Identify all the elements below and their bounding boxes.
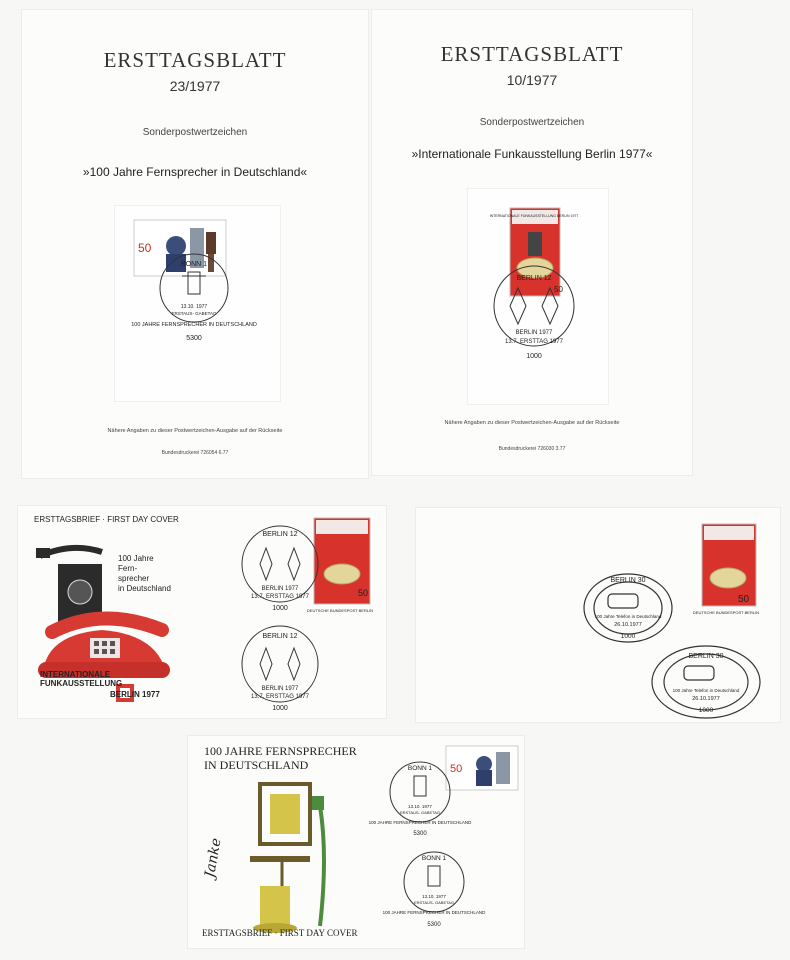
first-day-cover-funkausstellung [18,506,386,718]
sheet-printer: Bundesdruckerei 726030 3.77 [498,446,566,452]
postmark-date: 13.10. 1977 [408,804,432,809]
expo-line2: FUNKAUSSTELLUNG [40,679,123,688]
postmark-city: BERLIN 12 [262,633,298,640]
postmark-text: 100 Jahre Telefon in Deutschland [672,688,740,693]
stamp-value: 50 [738,594,750,605]
postmark-tag: ERSTAUS- GABETAG [413,900,455,905]
postmark-city: BERLIN 12 [516,275,552,282]
postmark-text: 100 Jahre Telefon in Deutschland [594,614,662,619]
first-day-cover-fernsprecher [188,736,524,948]
postmark-date: 13.10. 1977 [422,894,446,899]
sheet-subject: »100 Jahre Fernsprecher in Deutschland« [82,165,308,179]
cover-stamps [228,514,378,714]
postmark-tag: ERSTAUS- GABETAG [171,311,217,316]
stamp-footer: DEUTSCHE BUNDESPOST BERLIN [306,608,374,613]
wall-telephone [250,784,324,933]
postmark-city: BERLIN 30 [610,577,646,584]
postmark-berlin-30-1 [584,574,672,642]
sheet-subject: »Internationale Funkausstellung Berlin 1977« [411,147,653,161]
postmark-zip: 1000 [620,633,636,640]
stamp-funkausstellung [314,518,370,604]
sheet-footnote: Nähere Angaben zu dieser Postwertzeichen-Ausgabe auf der Rückseite [444,420,620,426]
postmark-date: 26.10.1977 [692,696,720,702]
postmark-date: 13.7. ERSTTAG 1977 [251,594,309,600]
postmark-city: BONN 1 [421,855,447,862]
expo-city: BERLIN 1977 [110,690,160,699]
postmark-tag: ERSTAUS- GABETAG [399,810,441,815]
stamp-footer: DEUTSCHE BUNDESPOST BERLIN [692,610,760,615]
postmark-zip: 5300 [186,335,202,342]
phone-caption: 100 Jahre Fern- sprecher in Deutschland [118,554,171,593]
postmark-text: 100 JAHRE FERNSPRECHER IN DEUTSCHLAND [131,322,257,328]
sheet-number: 23/1977 [169,78,221,94]
stamp-header: INTERNATIONALE FUNKAUSSTELLUNG BERLIN 1977 [489,214,579,218]
postmark-text: 100 JAHRE FERNSPRECHER IN DEUTSCHLAND [382,910,486,915]
postmark-line1: BERLIN 1977 [261,586,299,592]
postmark-zip: 1000 [272,605,288,612]
postmark-date: 13.7. ERSTTAG 1977 [251,694,309,700]
sheet-title: ERSTTAGSBLATT [103,48,287,72]
postmark-zip: 1000 [698,707,714,714]
sheet-kind: Sonderpostwertzeichen [142,127,248,138]
postmark-text: 100 JAHRE FERNSPRECHER IN DEUTSCHLAND [368,820,472,825]
postmark-zip: 5300 [413,831,427,837]
postmark-zip: 1000 [526,353,542,360]
stamp-and-postmark [132,218,262,348]
antique-telephone [36,548,102,622]
postmark-line1: BERLIN 1977 [261,686,299,692]
sheet-number: 10/1977 [506,72,558,88]
sheet-printer: Bundesdruckerei 726054 6.77 [161,450,229,456]
stamp-value: 50 [554,285,563,294]
ersttagsblatt-23-1977 [22,10,368,478]
cover-footer: ERSTTAGSBRIEF · FIRST DAY COVER [202,928,358,938]
sheet-kind: Sonderpostwertzeichen [479,117,585,128]
cover-stamps [594,522,780,722]
postmark-city: BONN 1 [407,765,433,772]
stamp-and-postmark [484,206,594,366]
signature: Janke [202,836,225,879]
sheet-footnote: Nähere Angaben zu dieser Postwertzeichen-Ausgabe auf der Rückseite [107,428,283,434]
postmark-zip: 5300 [427,922,441,928]
sheet-title: ERSTTAGSBLATT [440,42,624,66]
cover-title-line2: IN DEUTSCHLAND [204,758,309,772]
cover-title-line1: 100 JAHRE FERNSPRECHER [204,744,357,758]
stamp-value: 50 [358,588,369,598]
ersttagsblatt-10-1977 [372,10,692,475]
postmark-line1: BERLIN 1977 [515,330,553,336]
expo-line1: INTERNATIONALE [40,670,111,679]
postmark-city: BERLIN 12 [262,531,298,538]
postmark-city: BERLIN 30 [688,653,724,660]
first-day-cover-berlin-30 [416,508,780,722]
cover-stamps [368,742,520,932]
stamp-funkausstellung [490,208,579,296]
cover-header: ERSTTAGSBRIEF · FIRST DAY COVER [34,515,179,524]
postmark-city: BONN 1 [180,261,208,268]
postmark-zip: 1000 [272,705,288,712]
stamp-funkausstellung [702,524,756,606]
postmark-date: 13.7. ERSTTAG 1977 [505,339,563,345]
postmark-date: 26.10.1977 [614,622,642,628]
stamp-value: 50 [450,763,463,775]
postmark-date: 13.10. 1977 [180,304,208,310]
stamp-fernsprecher [446,746,518,790]
stamp-value: 50 [138,241,152,255]
cover-illustration [220,776,360,936]
